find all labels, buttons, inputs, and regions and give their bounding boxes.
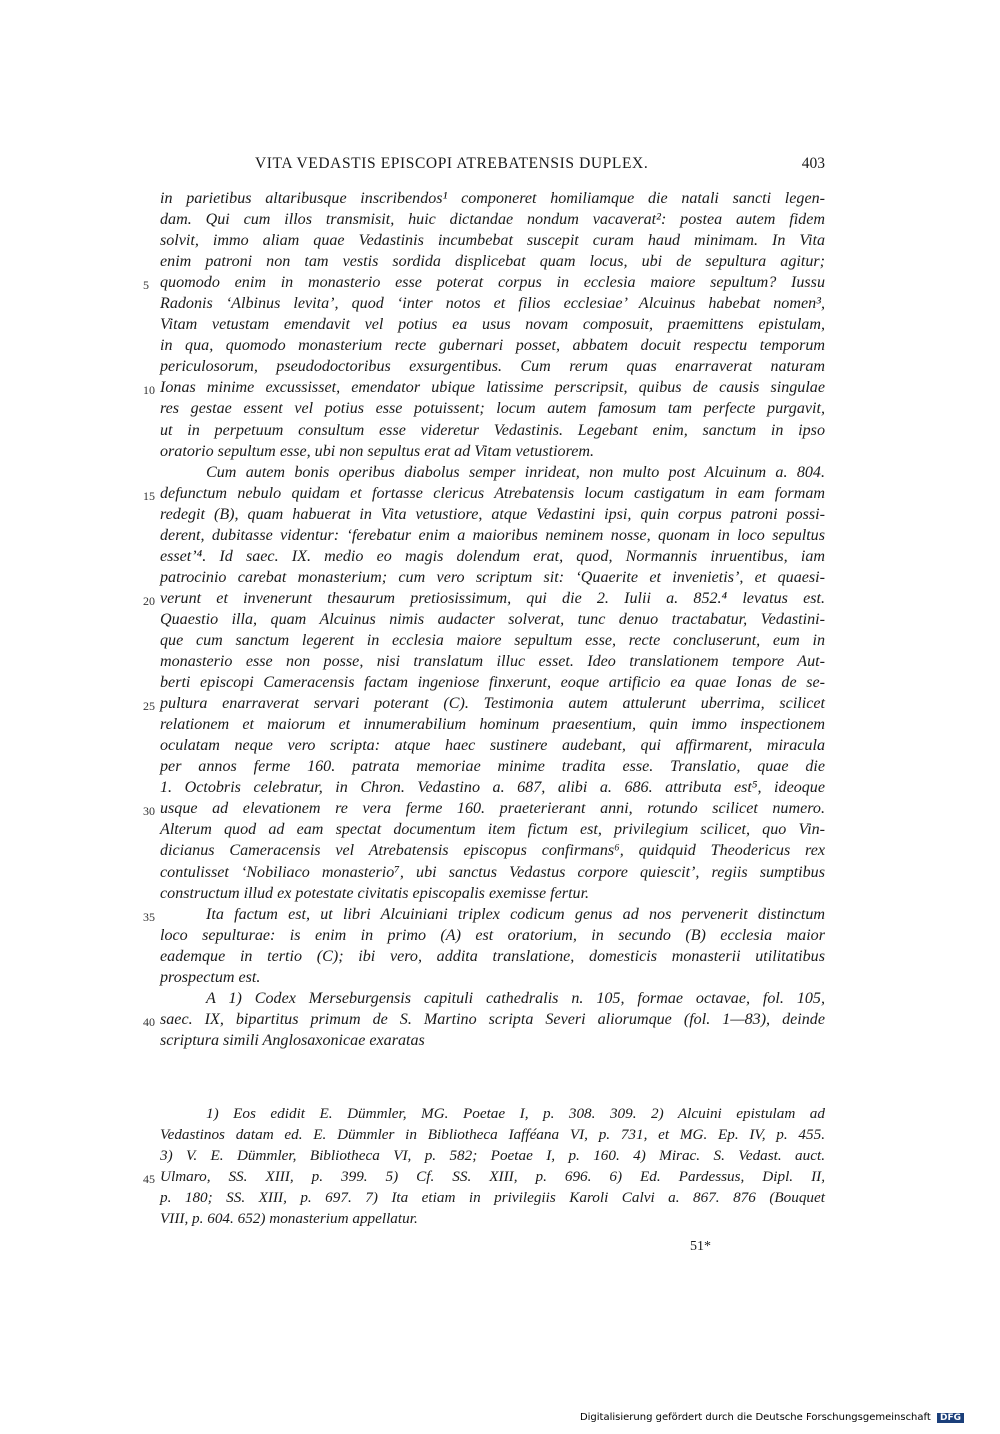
text-line — [143, 377, 825, 398]
text-line — [160, 525, 825, 546]
line-number: 15 — [143, 488, 155, 503]
footnote-line — [160, 1124, 825, 1145]
line-text: in parietibus altaribusque inscribendos¹ componeret homiliamque die natali sancti legen- — [160, 190, 825, 207]
line-number: 35 — [143, 909, 155, 924]
line-text: Radonis ‘Albinus levita’, quod ‘inter notos et filios ecclesiae’ Alcuinus habebat nomen³, — [160, 295, 825, 313]
line-text: scriptura simili Anglosaxonicae exaratas — [160, 1031, 425, 1049]
line-text: patrocinio carebat monasterium; cum vero scriptum sit: ‘Quaerite et invenietis’, et quaesi- — [160, 568, 825, 586]
line-text: per annos ferme 160. patrata memoriae minime tradita esse. Translatio, quae die — [160, 758, 825, 776]
line-number: 30 — [143, 804, 155, 819]
text-line — [143, 798, 825, 819]
text-line — [160, 398, 825, 419]
text-line — [160, 672, 825, 693]
text-line — [143, 904, 825, 925]
text-line — [160, 630, 825, 651]
line-text: Alterum quod ad eam spectat documentum item fictum est, privilegium scilicet, quo Vin- — [160, 821, 825, 839]
line-text: redegit (B), quam habuerat in Vita vetustiore, atque Vedastini ipsi, quin corpus patroni possi- — [160, 505, 825, 523]
text-line — [160, 441, 825, 462]
footnotes — [143, 1103, 825, 1229]
line-text: Cum autem bonis operibus diabolus semper inrideat, non multo post Alcuinum a. 804. — [206, 463, 825, 481]
text-line — [160, 356, 825, 377]
line-number: 20 — [143, 593, 155, 608]
line-number: 40 — [143, 1014, 155, 1029]
line-text: monasterio esse non posse, nisi translatum illuc esset. Ideo translationem tempore Aut- — [160, 653, 825, 671]
line-text: periculosorum, pseudodoctoribus exsurgentibus. Cum rerum quas enarraverat naturam — [160, 358, 825, 376]
text-line — [143, 588, 825, 609]
line-text: constructum illud ex potestate civitatis episcopalis exemisse fertur. — [160, 884, 590, 902]
text-line — [160, 988, 825, 1009]
text-line — [160, 209, 825, 230]
text-line — [160, 862, 825, 883]
running-header — [160, 155, 825, 177]
line-text: Ulmaro, SS. XIII, p. 399. 5) Cf. SS. XIII, p. 696. 6) Ed. Pardessus, Dipl. II, — [160, 1168, 825, 1186]
line-text: Vitam vetustam emendavit vel potius ea usus novam composuit, praemittens epistulam, — [160, 316, 825, 334]
line-text: esset’⁴. Id saec. IX. medio eo magis dolendum erat, quod, Normannis inruentibus, iam — [160, 547, 825, 565]
line-text: oratorio sepultum esse, ubi non sepultus erat ad Vitam vetustiorem. — [160, 442, 595, 460]
line-text: Ita factum est, ut libri Alcuiniani triplex codicum genus ad nos pervenerit distinctum — [206, 905, 825, 923]
text-line — [160, 777, 825, 798]
line-text: A 1) Codex Merseburgensis capituli cathedralis n. 105, formae octavae, fol. 105, — [206, 989, 825, 1007]
text-line — [143, 1009, 825, 1030]
dfg-logo: DFG — [937, 1413, 964, 1423]
line-text: eademque in tertio (C); ibi vero, addita translatione, domesticis monasterii utilitatibus — [160, 947, 825, 965]
line-text: pultura enarraverat servari poterant (C). Testimonia autem attulerunt uberrima, scilicet — [160, 695, 825, 713]
line-number: 45 — [143, 1172, 155, 1187]
line-text: dicianus Cameracensis vel Atrebatensis episcopus confirmans⁶, quidquid Theodericus rex — [160, 842, 825, 860]
text-line — [160, 188, 825, 209]
line-text: p. 180; SS. XIII, p. 697. 7) Ita etiam in privilegiis Karoli Calvi a. 867. 876 (Bouquet — [160, 1189, 825, 1207]
line-text: verunt et invenerunt thesaurum pretiosissimum, qui die 2. Iulii a. 852.⁴ levatus est. — [160, 589, 825, 607]
text-line — [160, 840, 825, 861]
text-line — [160, 230, 825, 251]
text-line — [160, 504, 825, 525]
text-line — [160, 609, 825, 630]
line-text: usque ad elevationem re vera ferme 160. praeterierant anni, rotundo scilicet numero. — [160, 800, 825, 818]
line-text: quomodo enim in monasterio esse poterat corpus in ecclesia maiore sepultum? Iussu — [160, 274, 825, 292]
page-number: 403 — [801, 155, 825, 172]
line-text: dam. Qui cum illos transmisit, huic dictandae nondum vacaverat²: postea autem fidem — [160, 211, 825, 229]
line-text: defunctum nebulo quidam et fortasse clericus Atrebatensis locum castigatum in eam formam — [160, 484, 825, 502]
line-text: in qua, quomodo monasterium recte gubernari posset, abbatem docuit respectu temporum — [160, 337, 825, 355]
text-line — [160, 1030, 825, 1051]
line-text: Ionas minime excussisset, emendator ubique latissime perscripsit, quibus de causis singulae — [160, 379, 825, 397]
footnote-line — [143, 1166, 825, 1187]
credit-text: Digitalisierung gefördert durch die Deutsche Forschungsgemeinschaft — [579, 1412, 931, 1423]
text-line — [160, 714, 825, 735]
text-line — [160, 967, 825, 988]
footnote-line — [160, 1103, 825, 1124]
line-text: VIII, p. 604. 652) monasterium appellatur. — [160, 1210, 418, 1228]
text-line — [143, 693, 825, 714]
text-line — [160, 735, 825, 756]
line-text: prospectum est. — [160, 968, 261, 986]
line-text: Vedastinos datam ed. E. Dümmler in Bibliotheca Iafféana VI, p. 731, et MG. Ep. IV, p. 455. — [160, 1126, 825, 1144]
text-line — [160, 883, 825, 904]
text-line — [160, 567, 825, 588]
line-text: que cum sanctum legerent in ecclesia maiore sepultum esse, recte concluserunt, eum in — [160, 631, 825, 649]
text-line — [160, 546, 825, 567]
footnote-line — [160, 1208, 825, 1229]
line-text: contulisset ‘Nobiliaco monasterio⁷, ubi sanctus Vedastus corpore quiescit’, regiis sumptibus — [160, 863, 825, 881]
footer-credit — [580, 1412, 964, 1423]
line-text: 1) Eos edidit E. Dümmler, MG. Poetae I, p. 308. 309. 2) Alcuini epistulam ad — [206, 1105, 825, 1122]
line-number: 10 — [143, 383, 155, 398]
line-number: 25 — [143, 699, 155, 714]
text-line — [160, 420, 825, 441]
text-line — [160, 756, 825, 777]
line-number: 5 — [143, 278, 149, 293]
line-text: relationem et maiorum et innumerabilium hominum praesentium, quin immo inspectionem — [160, 716, 825, 734]
line-text: res gestae essent vel potius esse potuissent; locum autem famosum tam perfecte purgavit, — [160, 400, 825, 418]
text-line — [160, 651, 825, 672]
line-text: 1. Octobris celebratur, in Chron. Vedastino a. 687, alibi a. 686. attributa est⁵, ideoque — [160, 779, 825, 797]
running-title: VITA VEDASTIS EPISCOPI ATREBATENSIS DUPLEX. — [255, 155, 649, 172]
line-text: solvit, immo aliam quae Vedastinis incumbebat suscepit curam haud minimam. In Vita — [160, 232, 825, 250]
body-text — [143, 188, 825, 1051]
line-text: enim patroni non tam vestis sordida displicebat quam locus, ubi de sepultura agitur; — [160, 253, 825, 271]
text-line — [160, 462, 825, 483]
line-text: derent, dubitasse videntur: ‘ferebatur enim a maioribus neminem nosse, quonam in loco sepultus — [160, 526, 825, 544]
line-text: loco sepulturae: is enim in primo (A) est oratorium, in secundo (B) ecclesia maior — [160, 926, 825, 944]
line-text: berti episcopi Cameracensis factam ingeniose finxerunt, eoque artificio ea quae Ionas de se- — [160, 674, 825, 692]
text-line — [160, 925, 825, 946]
line-text: saec. IX, bipartitus primum de S. Martino scripta Severi aliorumque (fol. 1—83), deinde — [160, 1010, 825, 1028]
text-line — [160, 335, 825, 356]
line-text: 3) V. E. Dümmler, Bibliotheca VI, p. 582; Poetae I, p. 160. 4) Mirac. S. Vedast. auct. — [160, 1147, 825, 1165]
text-line — [160, 314, 825, 335]
footnote-line — [160, 1187, 825, 1208]
line-text: Quaestio illa, quam Alcuinus nimis audacter solverat, tunc denuo tractabatur, Vedastini- — [160, 610, 825, 628]
text-line — [160, 293, 825, 314]
line-text: ut in perpetuum consultum esse videretur Vedastinis. Legebant enim, sanctum in ipso — [160, 421, 825, 439]
text-line — [160, 251, 825, 272]
text-line — [143, 483, 825, 504]
sheet-signature: 51* — [690, 1239, 711, 1254]
text-line — [160, 946, 825, 967]
line-text: oculatam neque vero scripta: atque haec sustinere audebant, qui affirmarent, miracula — [160, 737, 825, 755]
text-line — [143, 272, 825, 293]
text-line — [160, 819, 825, 840]
footnote-line — [160, 1145, 825, 1166]
